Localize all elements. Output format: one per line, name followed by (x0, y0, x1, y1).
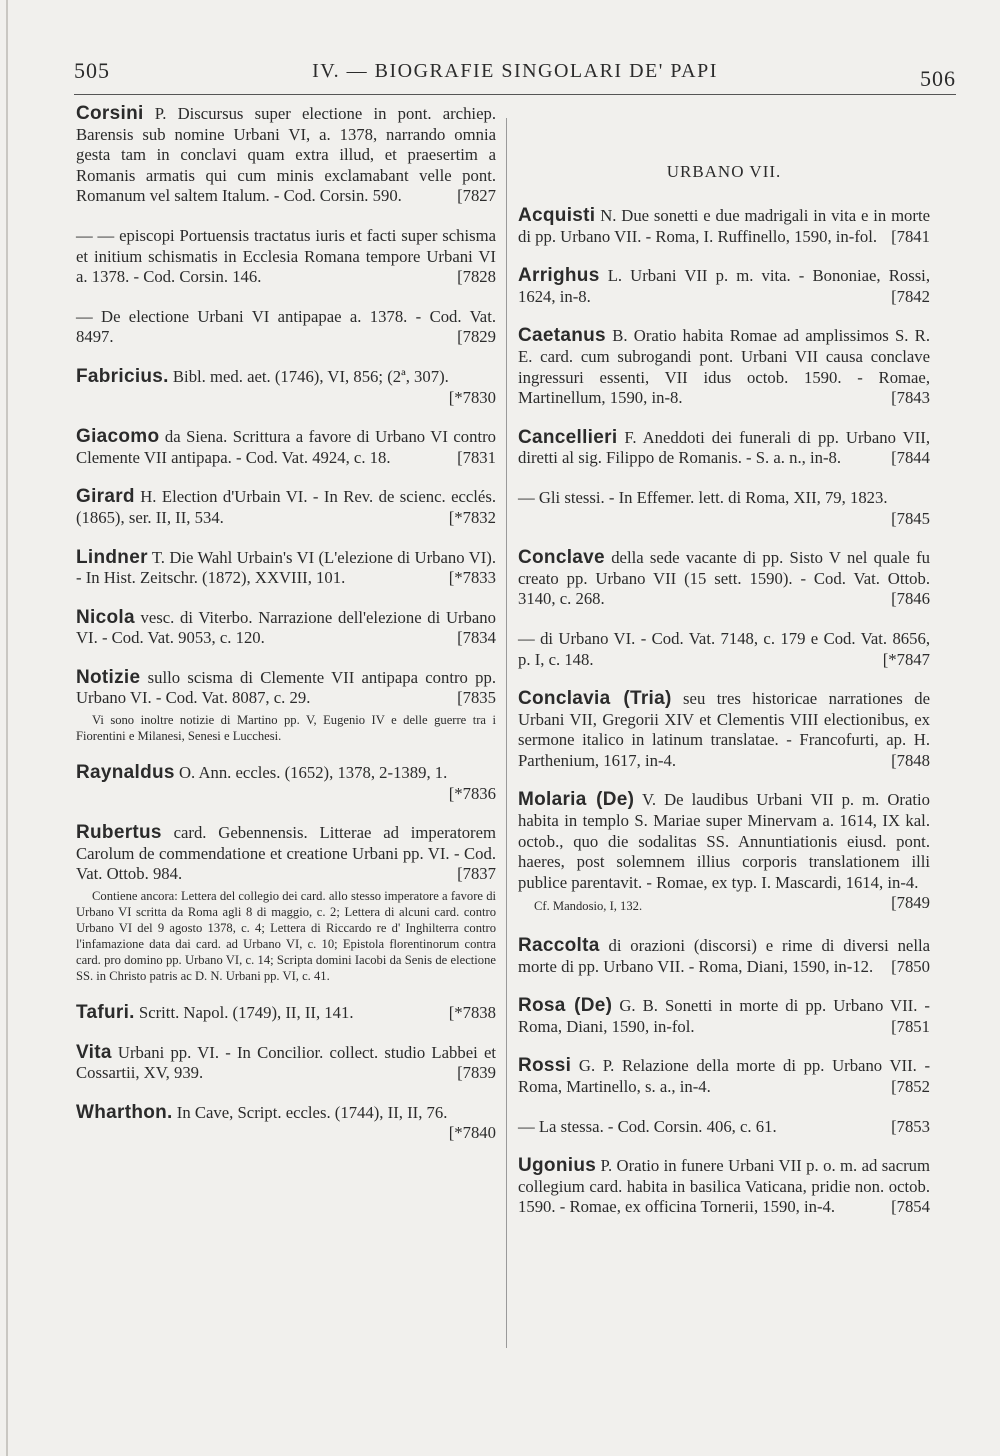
entry-author: Giacomo (76, 426, 160, 448)
entry-reference-number: [7842 (891, 286, 930, 306)
entry-reference-number: [7850 (891, 956, 930, 976)
entry-author: Corsini (76, 103, 144, 124)
page-number-left: 505 (74, 58, 110, 83)
bibliography-entry (76, 668, 496, 744)
entry-reference-number: [7841 (891, 226, 930, 246)
right-column (518, 104, 930, 1237)
entry-author: Ugonius (518, 1155, 597, 1177)
entry-reference-number: [7849 (891, 893, 930, 913)
bibliography-entry (518, 790, 930, 917)
entry-text: B. Oratio habita Romae ad amplissimos S. R. E. card. cum subrogandi pont. Urbani VII causa conclave ingressuri essenti, VII idus octob. 1590. - Romae, Martinellum, 1590, in-8. (518, 326, 930, 408)
entry-author: Molaria (De) (518, 789, 635, 811)
entry-reference-number: [7852 (891, 1077, 930, 1096)
entry-reference-number: [7853 (891, 1116, 930, 1136)
entry-text: vesc. di Viterbo. Narrazione dell'elezione di Urbano VI. - Cod. Vat. 9053, c. 120. (76, 607, 496, 648)
entry-text: — La stessa. - Cod. Corsin. 406, c. 61. (518, 1116, 777, 1136)
entry-reference-number: [7854 (891, 1197, 930, 1217)
entry-author: Cancellieri (518, 426, 618, 448)
entry-reference-number: [*7836 (448, 783, 496, 803)
entry-author: Rosa (De) (518, 995, 613, 1017)
entry-reference-number: [7828 (457, 267, 496, 287)
entry-text: Scritt. Napol. (1749), II, II, 141. (134, 1003, 354, 1023)
entry-text: da Siena. Scrittura a favore di Urbano VI contro Clemente VII antipapa. - Cod. Vat. 4924, c. 18. (76, 427, 496, 467)
bibliography-entry (518, 1156, 930, 1218)
entry-reference-number: [*7847 (882, 649, 930, 669)
scan-edge-line (6, 0, 8, 1456)
bibliography-entry (76, 548, 496, 589)
entry-text: — De electione Urbani VI antipapae a. 1378. - Cod. Vat. 8497. (76, 306, 496, 347)
entry-cross-reference: Cf. Mandosio, I, 132. (534, 899, 643, 914)
bibliography-entry (518, 326, 930, 408)
entry-author: Nicola (76, 606, 135, 628)
entry-text: T. Die Wahl Urbain's VI (L'elezione di Urbano VI). - In Hist. Zeitschr. (1872), XXVIII, 101. (76, 547, 496, 588)
entry-text: P. Oratio in funere Urbani VII p. o. m. ad sacrum collegium card. habita in basilica Vaticana, pridie non. octob. 1590. - Romae, ex officina Tornerii, 1590, in-4. (518, 1156, 930, 1217)
left-column (76, 104, 496, 1163)
entry-reference-number: [*7830 (448, 387, 496, 407)
entry-author: Rossi (518, 1055, 572, 1077)
bibliography-entry (518, 689, 930, 771)
entry-reference-number: [*7833 (448, 568, 496, 588)
entry-reference-number: [7851 (891, 1016, 930, 1036)
entry-text: H. Election d'Urbain VI. - In Rev. de scienc. ecclés. (1865), ser. II, II, 534. (76, 487, 496, 527)
entry-author: Girard (76, 486, 135, 508)
entry-reference-number: [7827 (457, 186, 496, 206)
entry-author: Acquisti (518, 205, 596, 226)
entry-reference-number: [*7840 (448, 1123, 496, 1143)
right-entries (518, 206, 930, 1218)
entry-text: — di Urbano VI. - Cod. Vat. 7148, c. 179 e Cod. Vat. 8656, p. I, c. 148. (518, 628, 930, 669)
entry-author: Conclave (518, 547, 605, 569)
entry-text: Urbani pp. VI. - In Concilior. collect. studio Labbei et Cossartii, XV, 939. (76, 1042, 496, 1083)
column-divider (506, 118, 507, 1348)
section-title: URBANO VII. (666, 162, 782, 181)
entry-text: della sede vacante di pp. Sisto V nel quale fu creato pp. Urbano VII (15 sett. 1590). - Cod. Vat. Ottob. 3140, c. 268. (518, 548, 930, 609)
bibliography-entry (76, 104, 496, 207)
entry-reference-number: [7831 (457, 447, 496, 467)
entry-author: Caetanus (518, 325, 606, 347)
entry-text: — Gli stessi. - In Effemer. lett. di Roma, XII, 79, 1823. (518, 487, 888, 507)
entry-author: Vita (76, 1041, 112, 1063)
bibliography-entry (76, 367, 496, 408)
entry-text: di orazioni (discorsi) e rime di diversi nella morte di pp. Urbano VII. - Roma, Diani, 1590, in-12. (518, 936, 930, 976)
bibliography-entry (518, 266, 930, 307)
entry-author: Arrighus (518, 265, 600, 287)
entry-author: Raynaldus (76, 762, 175, 784)
entry-author: Notizie (76, 666, 141, 688)
entry-text: V. De laudibus Urbani VII p. m. Oratio habita in templo S. Mariae super Minervam a. 1614, IX kal. octob., quo die sodalitas SS. Annuntiationis eiusd. pont. haeres, post solemnem illius corporis translationem illi publice parentavit. - Romae, ex typ. I. Mascardi, 1614, in-4. (518, 790, 930, 892)
bibliography-entry (518, 548, 930, 610)
entry-author: Fabricius. (76, 365, 169, 387)
entry-text: sullo scisma di Clemente VII antipapa contro pp. Urbano VI. - Cod. Vat. 8087, c. 29. (76, 667, 496, 708)
entry-text: F. Aneddoti dei funerali di pp. Urbano VII, diretti al sig. Filippo de Romanis. - S. a. n., in-8. (518, 427, 930, 468)
page-number-right: 506 (920, 66, 956, 91)
bibliography-entry (518, 428, 930, 469)
entry-text: P. Discursus super electione in pont. archiep. Barensis sub nomine Urbani VI, a. 1378, narrando omnia gesta tam in conclavi quam extra illud, et praesertim a Romanis armatis qui cum minis exclamabant velle pont. Romanum vel saltem Italum. - Cod. Corsin. 590. (76, 104, 496, 206)
bibliography-entry (76, 1103, 496, 1144)
bibliography-entry (76, 608, 496, 649)
bibliography-entry (518, 1117, 930, 1138)
entry-reference-number: [*7832 (448, 507, 496, 527)
bibliography-entry (76, 1003, 496, 1024)
bibliography-entry (76, 763, 496, 804)
entry-reference-number: [7837 (457, 864, 496, 884)
bibliography-entry (76, 427, 496, 468)
entry-text: L. Urbani VII p. m. vita. - Bononiae, Rossi, 1624, in-8. (518, 266, 930, 306)
bibliography-entry (518, 488, 930, 529)
bibliography-entry (76, 1043, 496, 1084)
bibliography-entry (76, 823, 496, 984)
entry-text: seu tres historicae narrationes de Urbani VII, Gregorii XIV et Clementis VIII electionibus, ex sermone italico in latinum translatae. - Francofurti, ap. H. Parthenium, 1617, in-4. (518, 689, 931, 770)
entry-text: In Cave, Script. eccles. (1744), II, II, 76. (172, 1102, 448, 1122)
entry-text: G. P. Relazione della morte di pp. Urbano VII. - Roma, Martinello, s. a., in-4. (518, 1056, 930, 1096)
entry-note: Vi sono inoltre notizie di Martino pp. V, Eugenio IV e delle guerre tra i Fiorentini e Milanesi, Senesi e Lucchesi. (76, 713, 496, 744)
entry-reference-number: [7829 (457, 327, 496, 347)
entry-reference-number: [7848 (891, 750, 930, 770)
entry-author: Tafuri. (76, 1002, 135, 1024)
entry-reference-number: [7845 (891, 508, 930, 528)
bibliography-entry (518, 629, 930, 670)
bibliography-entry (76, 226, 496, 288)
entry-text: Bibl. med. aet. (1746), VI, 856; (2ª, 307). (168, 366, 449, 386)
entry-author: Raccolta (518, 935, 600, 957)
entry-reference-number: [7844 (891, 448, 930, 468)
entry-text: — — episcopi Portuensis tractatus iuris et facti super schisma et initium schismatis in Ecclesia Romana tempore Urbani VI a. 1378. - Cod. Corsin. 146. (76, 225, 496, 287)
bibliography-entry (76, 487, 496, 528)
entry-text: card. Gebennensis. Litterae ad imperatorem Carolum de commendatione et creatione Urbani pp. VI. - Cod. Vat. Ottob. 984. (76, 823, 496, 884)
entry-author: Conclavia (Tria) (518, 688, 672, 710)
bibliography-entry (518, 206, 930, 247)
running-title: IV. — BIOGRAFIE SINGOLARI DE' PAPI (312, 60, 718, 82)
entry-text: N. Due sonetti e due madrigali in vita e in morte di pp. Urbano VII. - Roma, I. Ruffinello, 1590, in-fol. (518, 206, 930, 246)
bibliography-entry (518, 996, 930, 1037)
entry-note: Contiene ancora: Lettera del collegio dei card. allo stesso imperatore a favore di Urbano VI scritta da Roma agli 8 di maggio, c. 2; Lettera di alcuni card. contro Urbano VI del 9 agosto 1378, c. 4; Lettera di Riccardo re d' Inghilterra contro l'infamazione data dai card. ad Urbano VI, c. 10; Epistola florentinorum contra card. pro domino pp. Urbano VI, c. 14; Scripta domini Iacobi da Senis de electione SS. in Christo patris ac D. N. Urbani pp. VI, c. 41. (76, 889, 496, 984)
entry-text: O. Ann. eccles. (1652), 1378, 2-1389, 1. (174, 763, 448, 783)
bibliography-entry (76, 307, 496, 348)
bibliography-entry (518, 936, 930, 977)
entry-reference-number: [7835 (457, 688, 496, 708)
entry-author: Lindner (76, 546, 148, 568)
entry-author: Rubertus (76, 822, 162, 844)
entry-reference-number: [7846 (891, 589, 930, 609)
entry-reference-number: [7839 (457, 1063, 496, 1083)
entry-reference-number: [7834 (457, 628, 496, 648)
page-header (74, 58, 956, 95)
bibliography-entry (518, 1056, 930, 1097)
entry-reference-number: [*7838 (448, 1003, 496, 1023)
entry-reference-number: [7843 (891, 388, 930, 408)
entry-text: G. B. Sonetti in morte di pp. Urbano VII. - Roma, Diani, 1590, in-fol. (518, 996, 930, 1036)
entry-author: Wharthon. (76, 1101, 173, 1123)
